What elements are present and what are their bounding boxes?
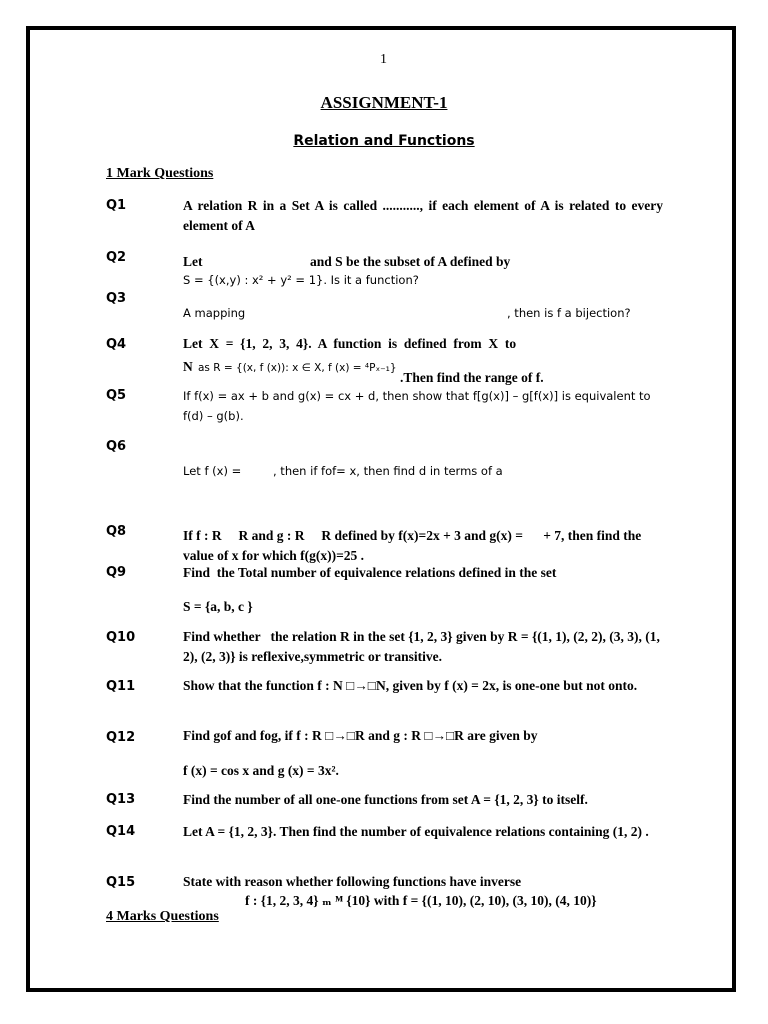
question-text: If f(x) = ax + b and g(x) = cx + d, then show that f[g(x)] – g[f(x)] is equivalent to f(d) – g(b). xyxy=(183,389,651,423)
question-text: Find gof and fog, if f : R □→□R and g : R □→□R are given by xyxy=(183,728,538,743)
question-text: N xyxy=(183,359,193,374)
question-text: A relation R in a Set A is called ..........., if each element of A is related to every element of A xyxy=(183,198,663,233)
page-subtitle: Relation and Functions xyxy=(293,133,475,149)
question-text: Let f (x) = xyxy=(183,464,242,478)
question-text: Let xyxy=(183,254,203,269)
question-text: Find whether the relation R in the set {1, 2, 3} given by R = {(1, 1), (2, 2), (3, 3), (1, 2), (2, 3)} is reflexive,symmetric or transitive. xyxy=(183,629,664,664)
question-text: and S be the subset of A defined by xyxy=(310,254,511,269)
question-text: , then if fof= x, then find d in terms of a xyxy=(273,464,503,478)
question-number: Q4 xyxy=(106,337,127,352)
question-number: Q9 xyxy=(106,565,127,580)
question-number: Q3 xyxy=(106,291,127,306)
question-number: Q10 xyxy=(106,630,136,645)
question-text: A mapping xyxy=(183,306,246,320)
question-number: Q14 xyxy=(106,824,136,839)
math-expression: as R = {(x, f (x)): x ∈ X, f (x) = ⁴Pₓ₋₁} xyxy=(198,362,397,374)
question-number: Q13 xyxy=(106,792,136,807)
page-number: 1 xyxy=(380,52,387,67)
question-text: Find the number of all one-one functions from set A = {1, 2, 3} to itself. xyxy=(183,792,588,807)
question-number: Q2 xyxy=(106,250,127,265)
question-number: Q11 xyxy=(106,679,136,694)
question-number: Q15 xyxy=(106,875,136,890)
question-text: f : {1, 2, 3, 4} ₘ ᴹ {10} with f = {(1, 10), (2, 10), (3, 10), (4, 10)} xyxy=(245,893,597,908)
page-title: ASSIGNMENT-1 xyxy=(320,93,448,112)
question-text: S = {a, b, c } xyxy=(183,599,253,614)
question-text: State with reason whether following functions have inverse xyxy=(183,874,522,889)
question-number: Q5 xyxy=(106,388,127,403)
question-text: Let A = {1, 2, 3}. Then find the number of equivalence relations containing (1, 2) . xyxy=(183,824,649,839)
question-text: If f : R R and g : R R defined by f(x)=2x + 3 and g(x) = + 7, then find the value of x for which f(g(x))=25 . xyxy=(183,528,645,563)
section-heading-1-mark: 1 Mark Questions xyxy=(106,166,214,181)
question-text: Show that the function f : N □→□N, given by f (x) = 2x, is one-one but not onto. xyxy=(183,678,638,693)
question-number: Q12 xyxy=(106,730,136,745)
question-text: .Then find the range of f. xyxy=(400,370,544,385)
question-text: Find the Total number of equivalence relations defined in the set xyxy=(183,565,557,580)
question-number: Q6 xyxy=(106,439,127,454)
section-heading-4-marks: 4 Marks Questions xyxy=(106,909,219,924)
question-number: Q1 xyxy=(106,198,127,213)
question-text: , then is f a bijection? xyxy=(507,306,631,320)
question-text: Let X = {1, 2, 3, 4}. A function is defined from X to xyxy=(183,336,517,351)
question-number: Q8 xyxy=(106,524,127,539)
question-text: S = {(x,y) : x² + y² = 1}. Is it a function? xyxy=(183,273,419,287)
question-text: f (x) = cos x and g (x) = 3x². xyxy=(183,763,339,778)
